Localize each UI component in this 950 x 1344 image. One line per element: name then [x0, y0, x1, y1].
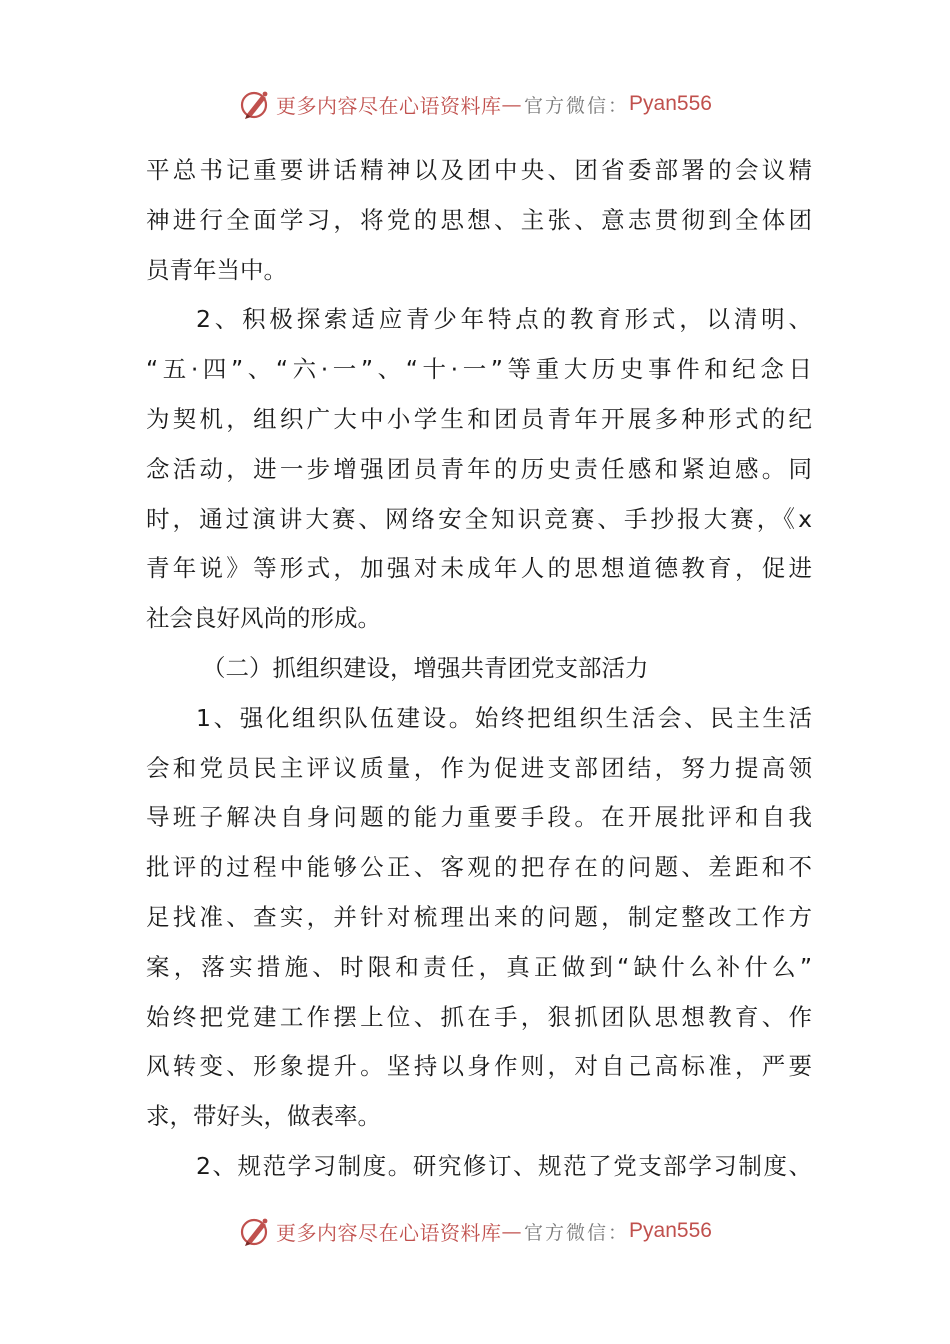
- text-line: 会和党员民主评议质量，作为促进支部团结，努力提高领: [146, 753, 812, 782]
- text-line: 始终把党建工作摆上位、抓在手，狠抓团队思想教育、作: [146, 1002, 812, 1031]
- banner-dash: —: [501, 1219, 523, 1243]
- text-line: 案，落实措施、时限和责任，真正做到“缺什么补什么”: [146, 952, 812, 981]
- banner-dash: —: [501, 92, 523, 116]
- banner-site-text: 更多内容尽在心语资料库: [276, 93, 502, 118]
- text-line: 2、积极探索适应青少年特点的教育形式，以清明、: [196, 305, 812, 334]
- text-line: 导班子解决自身问题的能力重要手段。在开展批评和自我: [146, 803, 812, 832]
- text-line: 2、规范学习制度。研究修订、规范了党支部学习制度、: [196, 1151, 812, 1180]
- text-line: 为契机，组织广大中小学生和团员青年开展多种形式的纪: [146, 404, 812, 433]
- footer-watermark-banner: [0, 1211, 950, 1251]
- text-line: 神进行全面学习，将党的思想、主张、意志贯彻到全体团: [146, 205, 812, 234]
- text-line: 求，带好头，做表率。: [146, 1102, 381, 1131]
- text-line: 员青年当中。: [146, 255, 287, 284]
- banner-site-text: 更多内容尽在心语资料库: [276, 1220, 502, 1245]
- text-line: 社会良好风尚的形成。: [146, 604, 381, 633]
- pen-logo-icon: [238, 87, 272, 121]
- text-line: 青年说》等形式，加强对未成年人的思想道德教育，促进: [146, 554, 812, 583]
- text-line: 平总书记重要讲话精神以及团中央、团省委部署的会议精: [146, 156, 812, 184]
- section-heading: （二）抓组织建设，增强共青团党支部活力: [202, 653, 649, 682]
- banner-wechat-id: Pyan556: [629, 1219, 712, 1242]
- text-line: 足找准、查实，并针对梳理出来的问题，制定整改工作方: [146, 902, 812, 931]
- header-watermark-banner: [0, 84, 950, 124]
- banner-wechat-label: 官方微信：: [524, 94, 630, 117]
- document-body: [146, 146, 812, 1192]
- text-line: 念活动，进一步增强团员青年的历史责任感和紧迫感。同: [146, 454, 812, 483]
- banner-wechat-label: 官方微信：: [524, 1221, 630, 1244]
- pen-logo-icon: [238, 1214, 272, 1248]
- text-line: 时，通过演讲大赛、网络安全知识竞赛、手抄报大赛，《x: [146, 504, 812, 533]
- text-line: “五·四”、“六·一”、“十·一”等重大历史事件和纪念日: [146, 355, 812, 384]
- banner-wechat-id: Pyan556: [629, 92, 712, 115]
- text-line: 1、强化组织队伍建设。始终把组织生活会、民主生活: [196, 703, 812, 732]
- text-line: 风转变、形象提升。坚持以身作则，对自己高标准，严要: [146, 1052, 812, 1081]
- text-line: 批评的过程中能够公正、客观的把存在的问题、差距和不: [146, 853, 812, 882]
